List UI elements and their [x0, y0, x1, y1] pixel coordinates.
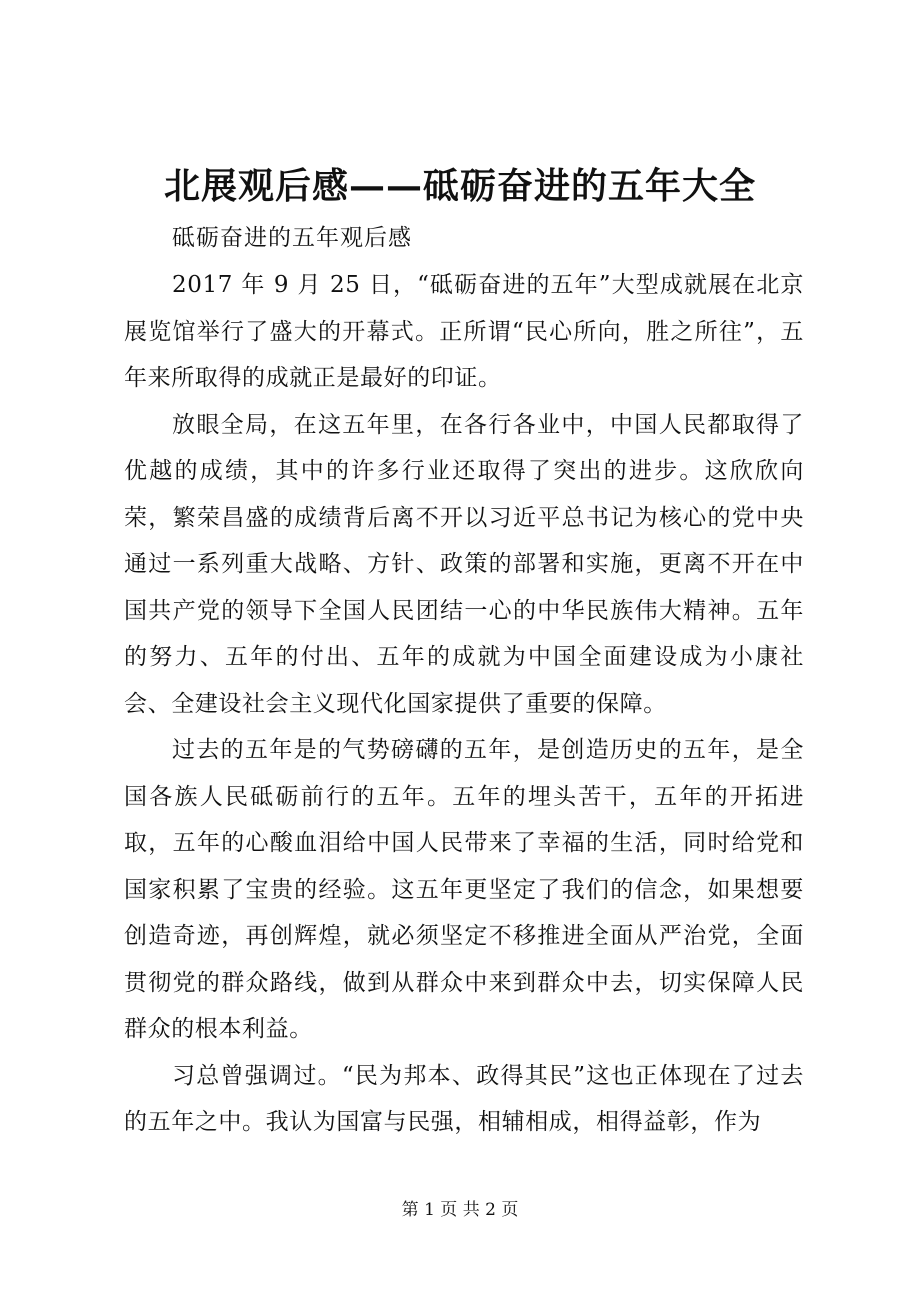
document-subtitle: 砥砺奋进的五年观后感	[172, 225, 412, 251]
document-body	[124, 262, 804, 1146]
paragraph: 放眼全局，在这五年里，在各行各业中，中国人民都取得了优越的成绩，其中的许多行业还取得了突出的进步。这欣欣向荣，繁荣昌盛的成绩背后离不开以习近平总书记为核心的党中央通过一系列重大战略、方针、政策的部署和实施，更离不开在中国共产党的领导下全国人民团结一心的中华民族伟大精神。五年的努力、五年的付出、五年的成就为中国全面建设成为小康社会、全建设社会主义现代化国家提供了重要的保障。	[124, 411, 804, 717]
paragraph: 过去的五年是的气势磅礴的五年，是创造历史的五年，是全国各族人民砥砺前行的五年。五年的埋头苦干，五年的开拓进取，五年的心酸血泪给中国人民带来了幸福的生活，同时给党和国家积累了宝贵的经验。这五年更坚定了我们的信念，如果想要创造奇迹，再创辉煌，就必须坚定不移推进全面从严治党，全面贯彻党的群众路线，做到从群众中来到群众中去，切实保障人民群众的根本利益。	[124, 737, 804, 1042]
page-footer: 第 1 页 共 2 页	[401, 1200, 519, 1220]
document-title: 北展观后感——砥砺奋进的五年大全	[163, 165, 756, 207]
paragraph: 2017 年 9 月 25 日，“砥砺奋进的五年”大型成就展在北京展览馆举行了盛大的开幕式。正所谓“民心所向，胜之所往”，五年来所取得的成就正是最好的印证。	[124, 272, 804, 391]
paragraph: 习总曾强调过。“民为邦本、政得其民”这也正体现在了过去的五年之中。我认为国富与民强，相辅相成，相得益彰，作为	[124, 1062, 804, 1135]
